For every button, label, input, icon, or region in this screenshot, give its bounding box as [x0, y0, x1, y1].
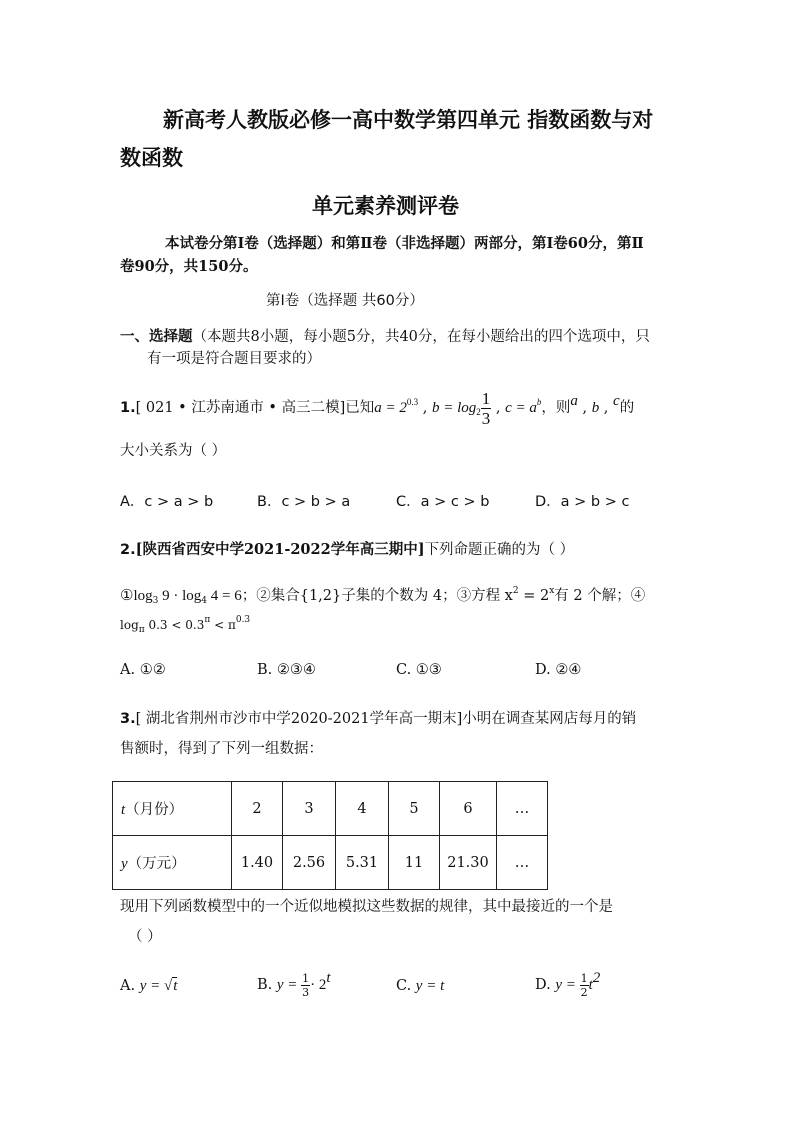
q1-b-def: $b = \log_2$ $\frac{1}{3}$	[431, 389, 491, 429]
part1-heading	[120, 325, 650, 346]
q1-c-def: $c = a^b$	[505, 397, 542, 416]
intro-line1: 本试卷分第Ⅰ卷（选择题）和第Ⅱ卷（非选择题）两部分，第Ⅰ卷60分，第Ⅱ	[165, 235, 644, 252]
q2-option-a[interactable]: A. ①②	[120, 662, 166, 678]
table-cell: 21.30	[440, 836, 497, 890]
q3-option-c[interactable]: C. y = t	[396, 978, 445, 994]
table-row-y	[113, 836, 548, 890]
q1-number: 1.	[120, 400, 136, 416]
table-cell: 5	[389, 782, 440, 836]
table-cell: …	[497, 782, 548, 836]
doc-title-line1: 新高考人教版必修一高中数学第四单元 指数函数与对	[163, 108, 654, 132]
q1-text-a: 已知	[345, 400, 375, 416]
q2-statement-4: $\log_\pi 0.3 < 0.3^\pi < \pi^{0.3}$	[120, 615, 251, 635]
table-cell: 11	[389, 836, 440, 890]
q3-option-a[interactable]: A. y = √t	[120, 978, 178, 994]
part1-label: 一、选择题	[120, 329, 193, 345]
sales-table	[112, 781, 548, 890]
q1-option-d[interactable]: D．a > b > c	[535, 494, 630, 510]
q2-source: [陕西省西安中学2021-2022学年高三期中]	[135, 541, 425, 558]
q1-line1: 1.[ 021 • 江苏南通市 • 高三二模]已知$a = 2^{0.3}$ , $b = \log_2$ $\frac{1}{3}$ , $c = a^b$，则$^a$ , b , $^c$的	[120, 389, 635, 429]
table-header-t: t（月份）	[113, 782, 232, 836]
table-cell: 2.56	[283, 836, 336, 890]
q2-option-d[interactable]: D. ②④	[535, 662, 582, 678]
q1-option-b[interactable]: B．c > b > a	[257, 494, 351, 510]
doc-subtitle: 单元素养测评卷	[312, 194, 459, 218]
q1-a-def: $a = 2^{0.3}$	[374, 397, 419, 416]
q3-option-b[interactable]: B. y = $\frac{1}{3}$ · $2^t$	[257, 970, 331, 999]
table-cell: 5.31	[336, 836, 389, 890]
sqrt-symbol: √	[163, 978, 173, 994]
q1-option-c[interactable]: C．a > c > b	[396, 494, 490, 510]
q3-line1	[120, 707, 636, 728]
table-row-t	[113, 782, 548, 836]
table-cell: 4	[336, 782, 389, 836]
q3-after1: 现用下列函数模型中的一个近似地模拟这些数据的规律，其中最接近的一个是	[120, 899, 613, 915]
q3-after2: （ ）	[128, 929, 162, 945]
intro-line2: 卷90分，共150分。	[120, 258, 258, 275]
q2-line1	[120, 538, 574, 559]
table-cell: 3	[283, 782, 336, 836]
table-cell: …	[497, 836, 548, 890]
section-header: 第Ⅰ卷（选择题 共60分）	[266, 293, 424, 309]
part1-desc1: （本题共8小题，每小题5分，共40分，在每小题给出的四个选项中，只	[192, 329, 650, 345]
q2-stem: 下列命题正确的为（ ）	[424, 542, 575, 558]
part1-desc2: 有一项是符合题目要求的）	[147, 351, 321, 367]
table-cell: 6	[440, 782, 497, 836]
q3-option-d[interactable]: D. y = $\frac{1}{2}$ $t^2$	[535, 970, 601, 999]
q1-line2: 大小关系为（ ）	[120, 443, 227, 459]
q1-source: [ 021 • 江苏南通市 • 高三二模]	[135, 400, 346, 416]
q3-number: 3.	[120, 711, 136, 727]
q3-source: [ 湖北省荆州市沙市中学2020-2021学年高一期末]	[135, 711, 463, 727]
q3-stem2: 售额时，得到了下列一组数据：	[120, 741, 323, 757]
q2-option-b[interactable]: B. ②③④	[257, 662, 316, 678]
q3-stem1: 小明在调查某网店每月的销	[462, 711, 637, 727]
doc-title-line2: 数函数	[120, 146, 183, 170]
table-header-y: y（万元）	[113, 836, 232, 890]
q2-number: 2.	[120, 542, 136, 558]
table-cell: 2	[232, 782, 283, 836]
table-cell: 1.40	[232, 836, 283, 890]
q2-statements-line1: $①\log_3$ $9 \cdot \log_4 4 = 6$；②集合{1,2}子集的个数为 4；③方程 $x^2 = 2^x$有 2 个解；④	[120, 586, 646, 606]
q1-option-a[interactable]: A．c > a > b	[120, 494, 214, 510]
q2-option-c[interactable]: C. ①③	[396, 662, 442, 678]
